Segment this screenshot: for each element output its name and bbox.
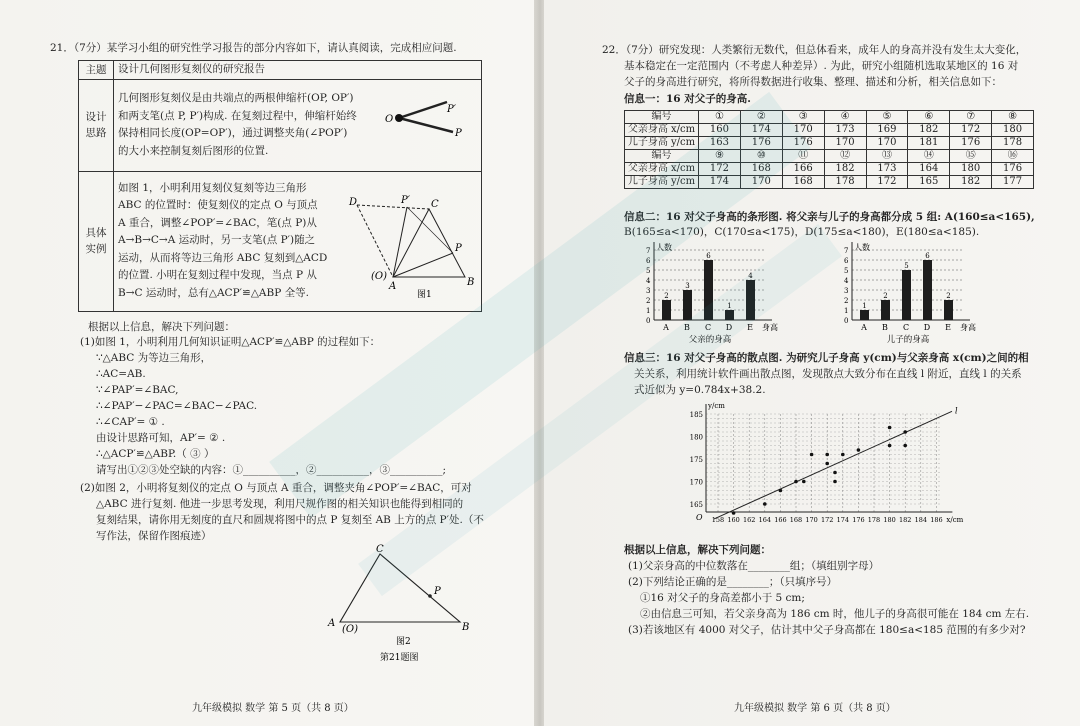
q22-line: 22．（7分）研究发现：人类繁衍无数代，但总体看来，成年人的身高并没有发生太大变化， xyxy=(602,44,1027,56)
data-label: 4 xyxy=(748,272,753,280)
data-label: 2 xyxy=(883,292,888,300)
q2-line: (2)如图 2，小明将复刻仪的定点 O 与顶点 A 重合，调整夹角∠POP′=∠BAC，可对 xyxy=(80,482,472,494)
info2-text: 信息二：16 对父子身高的条形图. 将父亲与儿子的身高都分成 5 组: A(160≤a<165), xyxy=(624,211,1035,223)
label-a: A xyxy=(389,281,397,292)
table-row xyxy=(625,163,1034,176)
cell: 166 xyxy=(782,163,824,176)
cell: 父亲身高 x/cm xyxy=(625,163,699,176)
triangle-abc xyxy=(340,554,460,622)
cell: 173 xyxy=(866,163,908,176)
cell: 174 xyxy=(740,124,782,137)
x-tick-label: 186 xyxy=(930,516,943,524)
proof-line: ∵∠PAP′=∠BAC, xyxy=(96,384,179,396)
x-axis-label: 身高 xyxy=(762,323,778,332)
label-p: P xyxy=(434,586,441,597)
label-part: 设计 xyxy=(85,111,107,123)
page-footer: 九年级模拟 数学 第 5 页（共 8 页） xyxy=(192,703,354,714)
y-tick-label: 7 xyxy=(646,247,651,255)
cell: ⑫ xyxy=(824,150,866,163)
x-tick-label: 158 xyxy=(711,516,725,524)
data-label: 1 xyxy=(862,302,867,310)
data-point xyxy=(841,453,845,457)
bar-C xyxy=(704,260,713,320)
cell: 181 xyxy=(908,137,950,150)
cell: 儿子身高 y/cm xyxy=(625,137,699,150)
x-tick-label: 160 xyxy=(727,516,740,524)
x-tick-label: 174 xyxy=(836,516,850,524)
cell: 170 xyxy=(866,137,908,150)
x-tick-label: 178 xyxy=(867,516,881,524)
cell: 172 xyxy=(699,163,741,176)
x-tick-label: 172 xyxy=(820,516,834,524)
cell: 父亲身高 x/cm xyxy=(625,124,699,137)
y-tick-label: 2 xyxy=(646,297,651,305)
data-point xyxy=(810,453,814,457)
data-point xyxy=(903,444,907,448)
bar-A xyxy=(860,310,869,320)
origin-label: 0 xyxy=(646,317,651,325)
category-label: B xyxy=(684,323,690,332)
chart-title: 父亲的身高 xyxy=(688,335,732,345)
page-footer: 九年级模拟 数学 第 6 页（共 8 页） xyxy=(734,703,896,714)
cell: 儿子身高 y/cm xyxy=(625,176,699,189)
bar-B xyxy=(683,290,692,320)
category-label: A xyxy=(861,323,867,332)
questions-heading: 根据以上信息，解决下列问题： xyxy=(624,544,771,556)
y-axis-label: y/cm xyxy=(708,402,725,410)
line: ABC 的位置时：使复刻仪的定点 O 与顶点 xyxy=(118,199,318,212)
line: 和两支笔(点 P, P′)构成. 在复刻过程中，伸缩杆始终 xyxy=(118,109,357,122)
cell: 176 xyxy=(992,163,1034,176)
y-tick-label: 175 xyxy=(689,456,703,464)
proof-line: ∴∠CAP′= ① . xyxy=(96,416,165,428)
cell: ⑮ xyxy=(950,150,992,163)
father-height-bar-chart xyxy=(636,242,786,346)
line: 如图 1，小明利用复刻仪复刻等边三角形 xyxy=(118,181,307,194)
origin-label: 0 xyxy=(844,317,849,325)
bar-A xyxy=(662,300,671,320)
cell: 174 xyxy=(699,176,741,189)
table-row xyxy=(625,124,1034,137)
y-tick-label: 7 xyxy=(844,247,849,255)
label-a: A xyxy=(328,618,336,629)
cell: 编号 xyxy=(625,150,699,163)
category-label: E xyxy=(945,323,951,332)
data-point xyxy=(888,426,892,430)
cell: 170 xyxy=(824,137,866,150)
info2-line xyxy=(624,211,1035,224)
cell: ⑦ xyxy=(950,111,992,124)
info3-line: 关关系，利用统计软件画出散点图，发现散点大致分布在直线 l 附近，直线 l 的关系 xyxy=(634,368,1022,380)
row-topic-text: 设计几何图形复刻仪的研究报告 xyxy=(114,61,482,80)
data-point xyxy=(903,430,907,434)
info3-line xyxy=(624,352,1029,365)
data-label: 6 xyxy=(706,252,711,260)
label-p: P xyxy=(455,128,462,139)
y-axis-label: 人数 xyxy=(854,243,870,252)
table-row xyxy=(625,111,1034,124)
x-tick-label: 184 xyxy=(914,516,928,524)
cell: 182 xyxy=(950,176,992,189)
bar-D xyxy=(725,310,734,320)
table-row xyxy=(625,176,1034,189)
line: 几何图形复刻仪是由共端点的两根伸缩杆(OP, OP′) xyxy=(118,92,354,104)
row-label-design xyxy=(79,79,114,171)
y-tick-label: 1 xyxy=(646,307,651,315)
y-tick-label: 6 xyxy=(646,257,651,265)
origin-label: O xyxy=(696,513,703,522)
table-row xyxy=(625,137,1034,150)
line-pp-prime xyxy=(407,207,453,253)
cell: 172 xyxy=(866,176,908,189)
label-o-paren: (O) xyxy=(342,624,359,635)
data-point xyxy=(825,462,829,466)
row-label-topic: 主题 xyxy=(79,61,114,80)
cell: 176 xyxy=(950,137,992,150)
proof-line: ∴AC=AB. xyxy=(96,368,146,380)
cell: ⑩ xyxy=(740,150,782,163)
q2-line: △ABC 进行复刻. 他进一步思考发现，利用尺规作图的相关知识也能得到相同的 xyxy=(96,498,464,510)
cell: 170 xyxy=(782,124,824,137)
data-point xyxy=(779,489,783,493)
y-tick-label: 165 xyxy=(689,501,703,509)
label-p: P xyxy=(455,243,462,254)
compass-device-figure xyxy=(385,90,465,150)
line: A→B→C→A 运动时，另一支笔(点 P′)随之 xyxy=(118,234,316,247)
chart-title: 儿子的身高 xyxy=(886,335,930,345)
cell: 编号 xyxy=(625,111,699,124)
figures-caption: 第21题图 xyxy=(380,653,419,663)
cell: 182 xyxy=(908,124,950,137)
y-tick-label: 2 xyxy=(844,297,849,305)
label-c: C xyxy=(431,199,439,210)
line: 运动，从而将等边三角形 ABC 复刻到△ACD xyxy=(118,251,328,264)
point-p xyxy=(428,594,432,598)
cell: ⑥ xyxy=(908,111,950,124)
category-label: E xyxy=(747,323,753,332)
row-label-example xyxy=(79,171,114,311)
bar-B xyxy=(881,300,890,320)
cell: ⑤ xyxy=(866,111,908,124)
question-3: (3)若该地区有 4000 对父子，估计其中父子身高都在 180≤a<185 范围的有多少对? xyxy=(628,624,1026,636)
data-label: 2 xyxy=(946,292,951,300)
data-label: 6 xyxy=(925,252,930,260)
y-tick-label: 1 xyxy=(844,307,849,315)
line-dc xyxy=(357,205,429,209)
y-tick-label: 4 xyxy=(844,277,849,285)
bar-D xyxy=(923,260,932,320)
cell: 169 xyxy=(866,124,908,137)
data-point xyxy=(833,480,837,484)
regression-line xyxy=(714,411,952,519)
data-point xyxy=(888,444,892,448)
proof-line: (1)如图 1，小明利用几何知识证明△ACP′≌△ABP 的过程如下： xyxy=(80,336,381,348)
option-1: ①16 对父子的身高差都小于 5 cm; xyxy=(640,592,805,604)
y-tick-label: 5 xyxy=(844,267,849,275)
line-label: l xyxy=(955,406,958,416)
cell: 170 xyxy=(740,176,782,189)
category-label: D xyxy=(923,323,931,332)
data-point xyxy=(794,480,798,484)
q22-line: 基本稳定在一定范围内（不考虑人种差异）. 为此，研究小组随机选取某地区的 16 对 xyxy=(624,60,1019,72)
data-point xyxy=(833,471,837,475)
cell: ⑨ xyxy=(699,150,741,163)
y-tick-label: 185 xyxy=(689,411,703,419)
cell: 160 xyxy=(699,124,741,137)
x-tick-label: 176 xyxy=(852,516,865,524)
label-part: 具体 xyxy=(85,227,107,239)
bar-C xyxy=(902,270,911,320)
label-b: B xyxy=(467,277,475,288)
info2-line: B(165≤a<170)，C(170≤a<175)，D(175≤a<180)，E(180≤a<185). xyxy=(624,226,980,238)
y-tick-label: 180 xyxy=(689,433,703,442)
cell: 164 xyxy=(908,163,950,176)
rod-op-prime xyxy=(399,102,447,118)
x-tick-label: 170 xyxy=(805,516,818,524)
data-point xyxy=(802,480,806,484)
son-height-bar-chart xyxy=(834,242,984,346)
category-label: C xyxy=(704,323,712,332)
cell: ③ xyxy=(782,111,824,124)
cell: 178 xyxy=(824,176,866,189)
y-tick-label: 3 xyxy=(646,287,651,295)
cell: 177 xyxy=(992,176,1034,189)
cell: ④ xyxy=(824,111,866,124)
figure-2 xyxy=(320,542,480,667)
label-o: O xyxy=(385,114,394,125)
y-tick-label: 170 xyxy=(689,478,703,487)
line-ap-prime xyxy=(393,207,407,277)
info3-text: 信息三：16 对父子身高的散点图. 为研究儿子身高 y(cm)与父亲身高 x(cm)之间的相 xyxy=(624,352,1029,364)
q22-line: 父子的身高进行研究，将所得数据进行收集、整理、描述和分析，相关信息如下： xyxy=(624,76,1002,88)
x-tick-label: 180 xyxy=(883,516,896,524)
rod-op xyxy=(399,118,453,132)
pivot-point xyxy=(395,114,403,122)
cell: 173 xyxy=(824,124,866,137)
label-b: B xyxy=(462,622,470,633)
x-tick-label: 168 xyxy=(789,516,803,524)
question-2: (2)下列结论正确的是________；（只填序号） xyxy=(628,576,838,588)
cell: ⑪ xyxy=(782,150,824,163)
cell: 178 xyxy=(992,137,1034,150)
right-page xyxy=(544,0,1080,726)
data-label: 2 xyxy=(664,292,669,300)
cell: 180 xyxy=(950,163,992,176)
cell: 165 xyxy=(908,176,950,189)
cell: ⑧ xyxy=(992,111,1034,124)
data-label: 3 xyxy=(685,282,690,290)
data-point xyxy=(857,448,861,452)
data-label: 5 xyxy=(904,262,909,270)
y-tick-label: 5 xyxy=(646,267,651,275)
x-tick-label: 164 xyxy=(758,516,772,524)
cell: ① xyxy=(699,111,741,124)
info1-heading: 信息一：16 对父子的身高. xyxy=(624,93,751,105)
cell: 176 xyxy=(782,137,824,150)
blank-prompt: 请写出①②③处空缺的内容：①__________，②__________，③__________; xyxy=(96,464,447,476)
table-row xyxy=(625,150,1034,163)
left-page xyxy=(0,0,536,726)
cell: 180 xyxy=(992,124,1034,137)
x-axis-label: 身高 xyxy=(960,323,976,332)
category-label: A xyxy=(663,323,669,332)
info3-line: 式近似为 y=0.784x+38.2. xyxy=(634,384,766,396)
q2-line: 复刻结果，请你用无刻度的直尺和圆规将图中的点 P 复刻至 AB 上方的点 P′处.（不 xyxy=(96,514,484,526)
figure-1-caption: 图1 xyxy=(417,290,432,300)
cell: 168 xyxy=(782,176,824,189)
q2-line: 写作法，保留作图痕迹） xyxy=(96,530,212,542)
data-point xyxy=(825,453,829,457)
line: A 重合，调整∠POP′=∠BAC，笔(点 P)从 xyxy=(118,216,317,229)
question-1: (1)父亲身高的中位数落在________组；（填组别字母） xyxy=(628,560,880,572)
cell: 168 xyxy=(740,163,782,176)
cell: 182 xyxy=(824,163,866,176)
cell: ⑭ xyxy=(908,150,950,163)
x-tick-label: 166 xyxy=(774,516,787,524)
label-o-paren: (O) xyxy=(371,271,388,282)
height-data-table xyxy=(624,110,1034,189)
q21-heading: 21．（7分）某学习小组的研究性学习报告的部分内容如下，请认真阅读，完成相应问题. xyxy=(50,42,457,54)
line: 保持相同长度(OP=OP′)，通过调整夹角(∠POP′) xyxy=(118,127,348,139)
label-p-prime: P′ xyxy=(447,104,456,115)
bar-E xyxy=(944,300,953,320)
proof-line: 由设计思路可知，AP′= ② . xyxy=(96,432,226,444)
y-tick-label: 6 xyxy=(844,257,849,265)
data-point xyxy=(732,511,736,515)
cell: 163 xyxy=(699,137,741,150)
y-tick-label: 3 xyxy=(844,287,849,295)
line-ap xyxy=(393,253,453,277)
x-axis-label: x/cm xyxy=(946,516,964,524)
line: 的位置. 小明在复刻过程中发现，当点 P 从 xyxy=(118,269,317,282)
x-tick-label: 162 xyxy=(742,516,756,524)
line: B→C 运动时，总有△ACP′≌△ABP 全等. xyxy=(118,286,309,299)
option-2: ②由信息三可知，若父亲身高为 186 cm 时，他儿子的身高很可能在 184 cm 左右. xyxy=(640,608,1030,620)
label-c: C xyxy=(376,544,384,555)
category-label: B xyxy=(882,323,888,332)
cell: ⑬ xyxy=(866,150,908,163)
cell: 176 xyxy=(740,137,782,150)
label-part: 思路 xyxy=(85,127,107,139)
x-tick-label: 182 xyxy=(898,516,912,524)
category-label: D xyxy=(725,323,733,332)
cell: ② xyxy=(740,111,782,124)
label-d: D xyxy=(349,197,358,208)
cell: 172 xyxy=(950,124,992,137)
proof-line: ∵△ABC 为等边三角形， xyxy=(96,352,212,364)
y-axis-label: 人数 xyxy=(656,243,672,252)
bar-E xyxy=(746,280,755,320)
line-da xyxy=(357,205,393,277)
cell: ⑯ xyxy=(992,150,1034,163)
proof-line: ∴∠PAP′−∠PAC=∠BAC−∠PAC. xyxy=(96,400,258,412)
category-label: C xyxy=(902,323,910,332)
label-p-prime: P′ xyxy=(401,195,410,206)
scatter-plot xyxy=(684,400,994,532)
line: 的大小来控制复刻后图形的位置. xyxy=(118,144,269,157)
data-point xyxy=(763,502,767,506)
figure-2-caption: 图2 xyxy=(396,637,411,647)
proof-line: ∴△ACP′≌△ABP.（ ③ ） xyxy=(96,448,215,460)
figure-1 xyxy=(345,193,485,303)
y-tick-label: 4 xyxy=(646,277,651,285)
data-label: 1 xyxy=(727,302,732,310)
info-heading: 根据以上信息，解决下列问题： xyxy=(88,321,235,333)
label-part: 实例 xyxy=(85,243,107,255)
